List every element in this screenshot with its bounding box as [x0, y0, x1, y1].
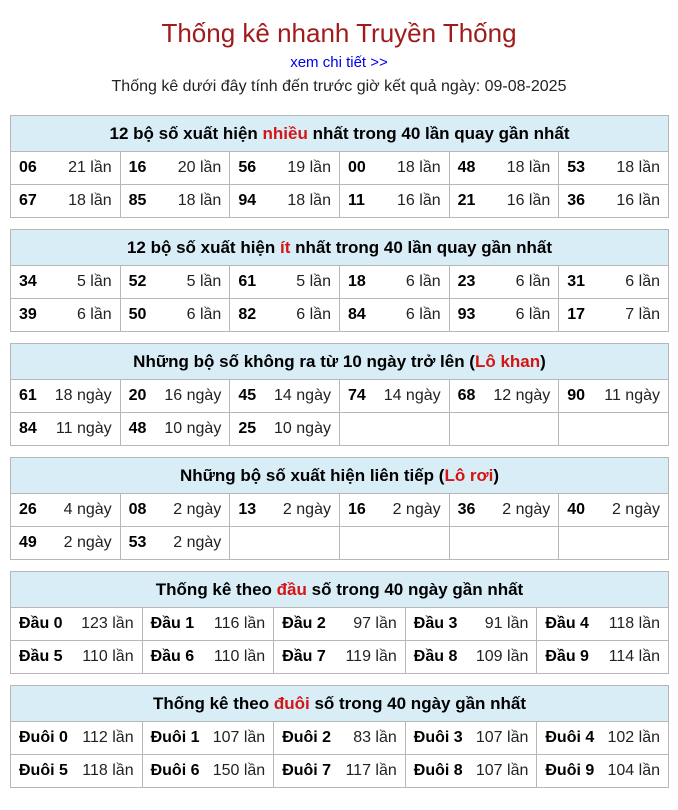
stat-count: 19 lần	[287, 159, 331, 176]
stat-number: 90	[567, 387, 586, 404]
stat-cell	[449, 266, 559, 299]
section-title-highlight: nhiều	[262, 123, 308, 143]
stat-cell	[339, 152, 449, 185]
stat-number: 00	[347, 159, 366, 176]
stat-cell	[11, 413, 121, 446]
stat-count: 110 lần	[213, 648, 266, 665]
section-title-text: Thống kê theo	[155, 579, 277, 599]
stat-count: 2 ngày	[173, 534, 222, 551]
table-row	[11, 299, 669, 332]
stat-count: 18 lần	[177, 192, 222, 209]
stat-count: 6 lần	[515, 306, 551, 323]
stat-cell	[230, 380, 340, 413]
stat-cell	[339, 185, 449, 218]
stat-cell	[449, 494, 559, 527]
stat-cell	[142, 641, 274, 674]
stat-cell	[142, 608, 274, 641]
stat-number: 61	[19, 387, 37, 404]
stat-number: 67	[19, 192, 37, 209]
stat-label: Đầu 9	[545, 648, 589, 665]
stat-label: Đầu 0	[19, 615, 63, 632]
stat-number: 61	[238, 273, 257, 290]
stat-cell	[11, 527, 121, 560]
stat-count: 10 ngày	[164, 420, 222, 437]
stat-cell	[405, 641, 537, 674]
stat-label: Đầu 6	[150, 648, 195, 665]
page-title: Thống kê nhanh Truyền Thống	[161, 18, 517, 48]
stat-count: 117 lần	[345, 762, 397, 779]
stat-cell	[339, 494, 449, 527]
stat-count: 6 lần	[186, 306, 222, 323]
table-row	[11, 266, 669, 299]
section-title-highlight: Lô rơi	[444, 465, 494, 485]
stat-cell	[339, 266, 449, 299]
stat-cell	[405, 722, 537, 755]
stat-cell	[11, 299, 121, 332]
section-title-text: Những bộ số xuất hiện liên tiếp (	[179, 465, 445, 485]
stat-count: 7 lần	[625, 306, 660, 323]
stat-number: 26	[19, 501, 37, 518]
stat-cell	[142, 755, 274, 788]
section-title-highlight: Lô khan	[474, 351, 541, 371]
stat-count: 11 ngày	[604, 387, 660, 404]
stat-count: 11 ngày	[55, 420, 112, 437]
stat-cell	[339, 527, 449, 560]
stat-count: 18 lần	[616, 159, 660, 176]
table-row	[11, 185, 669, 218]
stat-count: 109 lần	[475, 648, 529, 665]
stat-number: 08	[128, 501, 147, 518]
stat-number: 56	[238, 159, 257, 176]
stat-cell	[120, 299, 230, 332]
stat-cell	[120, 266, 230, 299]
stat-number: 50	[128, 306, 147, 323]
stat-count: 119 lần	[345, 648, 397, 665]
table-row	[11, 527, 669, 560]
section-title-text: nhất trong 40 lần quay gần nhất	[307, 123, 570, 143]
stat-cell	[120, 380, 230, 413]
section-title-text: Thống kê theo	[152, 693, 274, 713]
stat-count: 6 lần	[76, 306, 112, 323]
stat-count: 91 lần	[484, 615, 529, 632]
stat-cell	[559, 152, 669, 185]
stat-cell	[11, 755, 143, 788]
stat-count: 107 lần	[475, 729, 529, 746]
stat-count: 12 ngày	[493, 387, 551, 404]
stat-label: Đuôi 6	[150, 762, 200, 779]
stat-number: 13	[238, 501, 257, 518]
stat-count: 150 lần	[212, 762, 266, 779]
stat-label: Đầu 3	[413, 615, 458, 632]
stat-label: Đuôi 1	[150, 729, 200, 746]
stat-cell	[559, 413, 669, 446]
section-title	[11, 116, 669, 152]
stat-label: Đuôi 2	[282, 729, 332, 746]
stat-number: 18	[347, 273, 366, 290]
section-title	[11, 686, 669, 722]
stat-cell	[11, 494, 121, 527]
stat-label: Đuôi 9	[545, 762, 595, 779]
stat-number: 16	[128, 159, 147, 176]
section-title-highlight: đuôi	[273, 693, 310, 713]
stat-cell	[449, 527, 559, 560]
stat-count: 114 lần	[608, 648, 660, 665]
stat-cell	[230, 299, 340, 332]
stat-cell	[230, 152, 340, 185]
stat-count: 20 lần	[177, 159, 222, 176]
stat-number: 68	[457, 387, 476, 404]
stat-cell	[559, 380, 669, 413]
table-row	[11, 152, 669, 185]
stat-number: 93	[457, 306, 476, 323]
stat-label: Đuôi 5	[19, 762, 68, 779]
stat-count: 110 lần	[82, 648, 134, 665]
stat-cell	[120, 494, 230, 527]
stat-count: 6 lần	[405, 273, 441, 290]
stat-number: 36	[567, 192, 586, 209]
stat-cell	[120, 185, 230, 218]
stat-cell	[11, 266, 121, 299]
table-row	[11, 380, 669, 413]
stat-cell	[449, 185, 559, 218]
stat-cell	[230, 413, 340, 446]
stat-number: 48	[128, 420, 147, 437]
stat-cell	[120, 152, 230, 185]
stat-number: 94	[238, 192, 257, 209]
stat-number: 25	[238, 420, 257, 437]
stat-cell	[274, 755, 406, 788]
stats-section	[10, 457, 669, 560]
stat-count: 123 lần	[81, 615, 134, 632]
table-row	[11, 608, 669, 641]
stat-count: 5 lần	[76, 273, 112, 290]
stats-section	[10, 229, 669, 332]
stat-number: 85	[128, 192, 147, 209]
stat-label: Đầu 4	[545, 615, 589, 632]
section-title-text: )	[493, 465, 500, 485]
stat-label: Đầu 7	[282, 648, 326, 665]
stat-number: 82	[238, 306, 257, 323]
stat-count: 18 lần	[68, 192, 112, 209]
stat-count: 18 lần	[506, 159, 551, 176]
stat-count: 102 lần	[607, 729, 660, 746]
stat-cell	[405, 755, 537, 788]
stat-cell	[339, 380, 449, 413]
stat-cell	[449, 299, 559, 332]
table-row	[11, 641, 669, 674]
details-link[interactable]: xem chi tiết >>	[290, 54, 388, 71]
stat-cell	[11, 608, 143, 641]
stat-count: 16 lần	[506, 192, 551, 209]
stat-count: 83 lần	[353, 729, 397, 746]
stat-cell	[120, 527, 230, 560]
stat-number: 20	[128, 387, 147, 404]
stat-label: Đuôi 7	[282, 762, 332, 779]
stat-count: 2 ngày	[63, 534, 112, 551]
stat-number: 48	[457, 159, 476, 176]
stat-number: 74	[347, 387, 366, 404]
table-row	[11, 494, 669, 527]
stat-cell	[559, 299, 669, 332]
stats-section	[10, 571, 669, 674]
stat-count: 2 ngày	[392, 501, 441, 518]
stat-number: 53	[567, 159, 586, 176]
stat-label: Đầu 2	[282, 615, 326, 632]
section-title-text: số trong 40 ngày gần nhất	[306, 579, 524, 599]
table-row	[11, 755, 669, 788]
stat-number: 17	[567, 306, 586, 323]
stat-count: 97 lần	[353, 615, 397, 632]
stat-cell	[11, 185, 121, 218]
stat-cell	[339, 299, 449, 332]
page-subtitle: Thống kê dưới đây tính đến trước giờ kết quả ngày: 09-08-2025	[111, 78, 567, 95]
stat-cell	[230, 266, 340, 299]
section-title-text: 12 bộ số xuất hiện	[126, 237, 280, 257]
stat-count: 112 lần	[82, 729, 134, 746]
section-title-text: 12 bộ số xuất hiện	[109, 123, 263, 143]
section-title-text: )	[540, 351, 546, 371]
stat-label: Đầu 5	[19, 648, 63, 665]
stat-cell	[274, 608, 406, 641]
stat-label: Đuôi 0	[19, 729, 68, 746]
stat-cell	[537, 722, 669, 755]
stat-number: 34	[19, 273, 37, 290]
stat-number: 39	[19, 306, 37, 323]
stat-cell	[537, 755, 669, 788]
stat-count: 10 ngày	[274, 420, 331, 437]
stat-cell	[537, 641, 669, 674]
stat-cell	[11, 722, 143, 755]
stat-count: 104 lần	[607, 762, 660, 779]
stat-count: 6 lần	[625, 273, 660, 290]
stat-number: 45	[238, 387, 257, 404]
stat-count: 2 ngày	[502, 501, 551, 518]
stat-count: 16 ngày	[164, 387, 222, 404]
stat-number: 21	[457, 192, 476, 209]
stats-section	[10, 343, 669, 446]
stat-cell	[405, 608, 537, 641]
stat-number: 31	[567, 273, 586, 290]
section-title-text: số trong 40 ngày gần nhất	[309, 693, 527, 713]
stat-cell	[230, 185, 340, 218]
stat-cell	[274, 722, 406, 755]
stat-number: 53	[128, 534, 147, 551]
section-title	[11, 572, 669, 608]
stat-cell	[274, 641, 406, 674]
stat-count: 6 lần	[515, 273, 551, 290]
stat-cell	[449, 380, 559, 413]
stat-label: Đầu 1	[150, 615, 195, 632]
stat-count: 2 ngày	[611, 501, 660, 518]
stat-cell	[449, 413, 559, 446]
stat-cell	[559, 185, 669, 218]
stat-cell	[559, 527, 669, 560]
stat-cell	[120, 413, 230, 446]
stat-count: 16 lần	[616, 192, 660, 209]
stat-count: 18 lần	[287, 192, 331, 209]
stat-cell	[11, 641, 143, 674]
section-title-text: nhất trong 40 lần quay gần nhất	[290, 237, 553, 257]
section-title	[11, 458, 669, 494]
stat-count: 5 lần	[186, 273, 222, 290]
stats-section	[10, 685, 669, 788]
stat-number: 06	[19, 159, 37, 176]
section-title-highlight: ít	[280, 237, 291, 257]
stat-count: 16 lần	[397, 192, 441, 209]
stat-count: 6 lần	[296, 306, 331, 323]
stat-count: 116 lần	[213, 615, 266, 632]
table-row	[11, 722, 669, 755]
stat-count: 4 ngày	[63, 501, 112, 518]
stat-cell	[230, 494, 340, 527]
stat-number: 40	[567, 501, 586, 518]
stat-cell	[559, 494, 669, 527]
stat-number: 52	[128, 273, 147, 290]
stat-label: Đầu 8	[413, 648, 458, 665]
stat-count: 107 lần	[212, 729, 266, 746]
stat-count: 18 ngày	[54, 387, 112, 404]
stat-number: 84	[19, 420, 37, 437]
stat-count: 6 lần	[405, 306, 441, 323]
stat-cell	[449, 152, 559, 185]
section-title-text: Những bộ số không ra từ 10 ngày trở lên (	[133, 351, 475, 371]
stat-count: 118 lần	[82, 762, 134, 779]
stat-count: 21 lần	[68, 159, 112, 176]
stat-label: Đuôi 8	[413, 762, 463, 779]
stat-cell	[11, 152, 121, 185]
stat-cell	[537, 608, 669, 641]
stat-cell	[11, 380, 121, 413]
stat-count: 2 ngày	[173, 501, 222, 518]
stat-cell	[230, 527, 340, 560]
section-title	[11, 230, 669, 266]
stat-label: Đuôi 4	[545, 729, 595, 746]
stat-number: 84	[347, 306, 366, 323]
stat-number: 36	[457, 501, 476, 518]
stat-cell	[339, 413, 449, 446]
stat-cell	[142, 722, 274, 755]
stat-label: Đuôi 3	[413, 729, 463, 746]
stat-number: 49	[19, 534, 37, 551]
stat-count: 107 lần	[475, 762, 529, 779]
stat-number: 16	[347, 501, 366, 518]
section-title-highlight: đầu	[276, 579, 307, 599]
stat-count: 14 ngày	[274, 387, 331, 404]
stat-cell	[559, 266, 669, 299]
section-title	[11, 344, 669, 380]
table-row	[11, 413, 669, 446]
stat-count: 14 ngày	[383, 387, 441, 404]
stat-count: 5 lần	[296, 273, 331, 290]
stat-count: 18 lần	[397, 159, 441, 176]
stats-section	[10, 115, 669, 218]
stat-count: 2 ngày	[282, 501, 331, 518]
stat-number: 11	[347, 192, 365, 209]
stat-count: 118 lần	[608, 615, 660, 632]
stat-number: 23	[457, 273, 476, 290]
